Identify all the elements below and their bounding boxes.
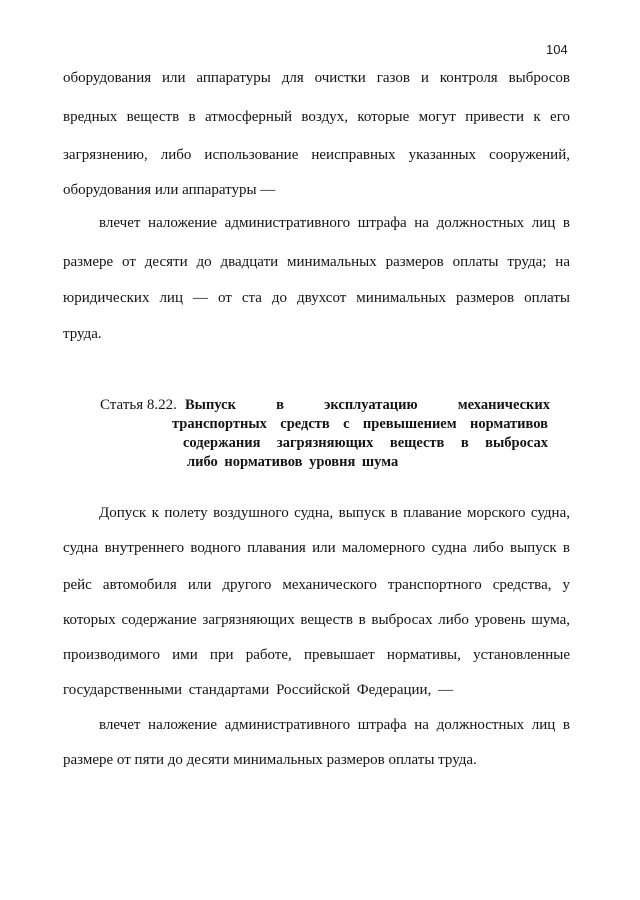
text-line: оборудования или аппаратуры для очистки газов и контроля выбросов <box>63 70 570 86</box>
text-line: которых содержание загрязняющих веществ в выбросах либо уровень шума, <box>63 612 570 628</box>
article-title-line: транспортных средств с превышением нормативов <box>172 416 548 432</box>
article-title-line: содержания загрязняющих веществ в выбросах <box>183 435 548 451</box>
text-line: рейс автомобиля или другого механического транспортного средства, у <box>63 577 570 593</box>
text-line: вредных веществ в атмосферный воздух, которые могут привести к его <box>63 109 570 125</box>
text-line: влечет наложение административного штрафа на должностных лиц в <box>99 717 570 733</box>
article-title-line: либо нормативов уровня шума <box>187 454 399 470</box>
article-title-line: Выпуск в эксплуатацию механических <box>185 397 550 413</box>
text-line: загрязнению, либо использование неисправных указанных сооружений, <box>63 147 570 163</box>
text-line: производимого ими при работе, превышает нормативы, установленные <box>63 647 570 663</box>
article-number: Статья 8.22. <box>100 397 177 413</box>
text-line: государственными стандартами Российской Федерации, — <box>63 682 454 698</box>
text-line: влечет наложение административного штрафа на должностных лиц в <box>99 215 570 231</box>
text-line: оборудования или аппаратуры — <box>63 182 276 198</box>
text-line: судна внутреннего водного плавания или маломерного судна либо выпуск в <box>63 540 570 556</box>
page-number: 104 <box>546 42 568 57</box>
text-line: размере от пяти до десяти минимальных размеров оплаты труда. <box>63 752 477 768</box>
text-line: Допуск к полету воздушного судна, выпуск в плавание морского судна, <box>99 505 570 521</box>
text-line: размере от десяти до двадцати минимальных размеров оплаты труда; на <box>63 254 570 270</box>
text-line: труда. <box>63 326 102 342</box>
text-line: юридических лиц — от ста до двухсот минимальных размеров оплаты <box>63 290 570 306</box>
